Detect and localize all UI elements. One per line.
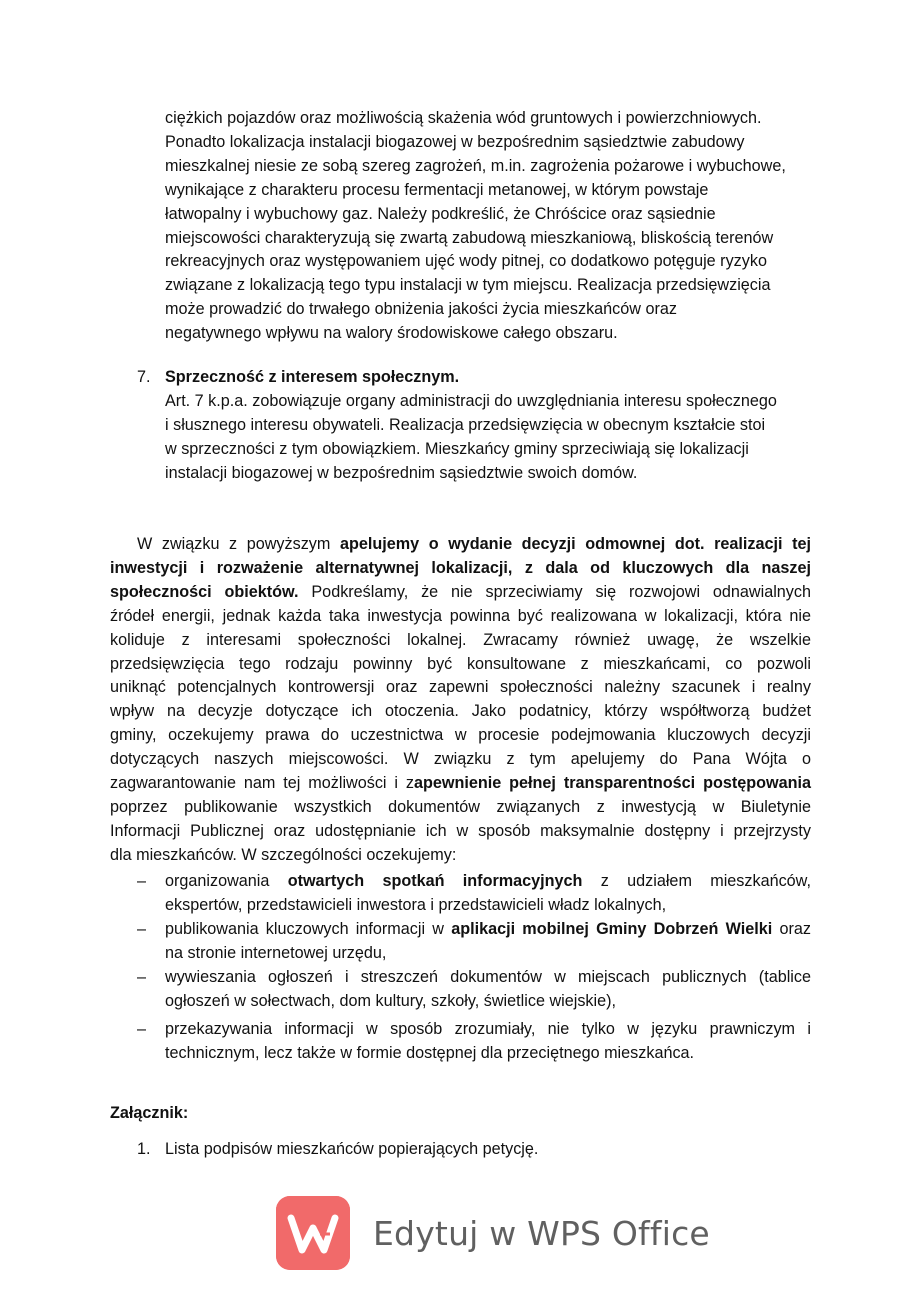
list-number: 1. <box>137 1140 151 1158</box>
text-line: inwestycji i rozważenie alternatywnej lokalizacji, z dala od kluczowych dla naszej <box>110 558 811 577</box>
text-line: ogłoszeń w sołectwach, dom kultury, szkoły, świetlice wiejskie), <box>165 991 617 1010</box>
text-line: poprzez publikowanie wszystkich dokumentów związanych z inwestycją w Biuletynie <box>110 797 811 816</box>
text-line: w sprzeczności z tym obowiązkiem. Mieszkańcy gminy sprzeciwiają się lokalizacji <box>165 439 749 458</box>
text-line: gminy, oczekujemy prawa do uczestnictwa w procesie podejmowania kluczowych decyzji <box>110 726 811 745</box>
wps-edit-link[interactable]: Edytuj w WPS Office <box>373 1214 710 1253</box>
list-number: 7. <box>137 368 151 386</box>
text-line: może prowadzić do trwałego obniżenia jakości życia mieszkańców oraz <box>165 300 677 319</box>
text-line: przedsięwzięcia tego rodzaju powinny być konsultowane z mieszkańcami, co pozwoli <box>110 654 811 673</box>
text-line: przekazywania informacji w sposób zrozumiały, nie tylko w języku prawniczym i <box>165 1020 811 1038</box>
text-line: rekreacyjnych oraz występowaniem ujęć wody pitnej, co dodatkowo potęguje ryzyko <box>165 252 767 271</box>
text-line: i słusznego interesu obywateli. Realizacja przedsięwzięcia w obecnym kształcie stoi <box>165 415 766 434</box>
bold-run: apewnienie pełnej transparentności postępowania <box>414 774 811 793</box>
bullet-item <box>165 870 811 918</box>
text-line: negatywnego wpływu na walory środowiskowe całego obszaru. <box>165 324 618 343</box>
text-line: na stronie internetowej urzędu, <box>165 943 387 962</box>
wps-office-logo-icon[interactable] <box>276 1196 350 1270</box>
bullet-dash: – <box>137 872 147 890</box>
bullet-dash: – <box>137 968 147 986</box>
text-line: technicznym, lecz także w formie dostępnej dla przeciętnego mieszkańca. <box>165 1043 695 1062</box>
text-line: miejscowości charakteryzują się zwartą zabudową mieszkaniową, bliskością terenów <box>165 228 774 247</box>
text-line: wynikające z charakteru procesu fermentacji metanowej, w którym powstaje <box>165 180 709 199</box>
text-line: łatwopalny i wybuchowy gaz. Należy podkreślić, że Chróścice oraz sąsiednie <box>165 204 716 223</box>
text-line: ciężkich pojazdów oraz możliwością skażenia wód gruntowych i powierzchniowych. <box>165 109 762 127</box>
text-line: Ponadto lokalizacja instalacji biogazowej w bezpośrednim sąsiedztwie zabudowy <box>165 132 745 151</box>
text-line: dotyczących naszych miejscowości. W związku z tym apelujemy do Pana Wójta o <box>110 750 811 769</box>
section-top-paragraph <box>165 107 815 346</box>
text-run: organizowania <box>165 872 288 890</box>
item-7 <box>165 366 815 486</box>
bold-run: otwartych spotkań informacyjnych <box>287 872 583 890</box>
text-line <box>165 870 811 894</box>
bullet-item <box>165 1018 811 1066</box>
bullet-item <box>165 966 811 1014</box>
text-line: związane z lokalizacją tego typu instalacji w tym miejscu. Realizacja przedsięwzięcia <box>165 276 771 295</box>
attachment-heading: Załącznik: <box>110 1104 189 1122</box>
text-line: uniknąć potencjalnych kontrowersji oraz zapewni społeczności należny szacunek i realny <box>110 678 811 697</box>
text-line <box>110 581 811 605</box>
text-run: W związku z powyższym <box>137 535 340 553</box>
text-line <box>110 772 811 796</box>
text-line <box>110 533 811 557</box>
text-line: mieszkalnej niesie ze sobą szereg zagrożeń, m.in. zagrożenia pożarowe i wybuchowe, <box>165 156 786 175</box>
bullet-dash: – <box>137 920 147 938</box>
bold-run: apelujemy o wydanie decyzji odmownej dot. realizacji tej <box>339 535 811 553</box>
text-run: zagwarantowanie nam tej możliwości i z <box>110 774 414 793</box>
text-line: wywieszania ogłoszeń i streszczeń dokumentów w miejscach publicznych (tablice <box>165 968 811 986</box>
item-7-heading: Sprzeczność z interesem społecznym. <box>165 368 460 386</box>
text-line: wpływ na decyzje dotyczące ich otoczenia. Jako podatnicy, którzy współtworzą budżet <box>110 702 811 721</box>
text-line <box>165 918 811 942</box>
text-run: oraz <box>772 920 811 938</box>
bold-run: społeczności obiektów. <box>110 582 299 601</box>
attachment-item: Lista podpisów mieszkańców popierających petycję. <box>165 1140 539 1158</box>
text-run: publikowania kluczowych informacji w <box>165 920 452 938</box>
text-run: Podkreślamy, że nie sprzeciwiamy się rozwojowi odnawialnych <box>298 582 811 601</box>
appeal-paragraph <box>110 533 811 868</box>
bullet-dash: – <box>137 1020 147 1038</box>
bullet-item <box>165 918 811 966</box>
text-line: Informacji Publicznej oraz udostępnianie ich w sposób maksymalnie dostępny i przejrzysty <box>110 821 811 840</box>
text-line: ekspertów, przedstawicieli inwestora i przedstawicieli władz lokalnych, <box>165 895 667 914</box>
text-line: źródeł energii, jednak każda taka inwestycja powinna być realizowana w lokalizacji, która nie <box>110 606 811 625</box>
text-line: instalacji biogazowej w bezpośrednim sąsiedztwie swoich domów. <box>165 463 638 482</box>
bold-run: aplikacji mobilnej Gminy Dobrzeń Wielki <box>451 920 773 938</box>
text-line: Art. 7 k.p.a. zobowiązuje organy administracji do uwzględniania interesu społecznego <box>165 391 777 410</box>
text-line: dla mieszkańców. W szczególności oczekujemy: <box>110 845 457 864</box>
text-line: koliduje z interesami społeczności lokalnej. Zwracamy również uwagę, że wszelkie <box>110 630 811 649</box>
text-run: z udziałem mieszkańców, <box>582 872 811 890</box>
